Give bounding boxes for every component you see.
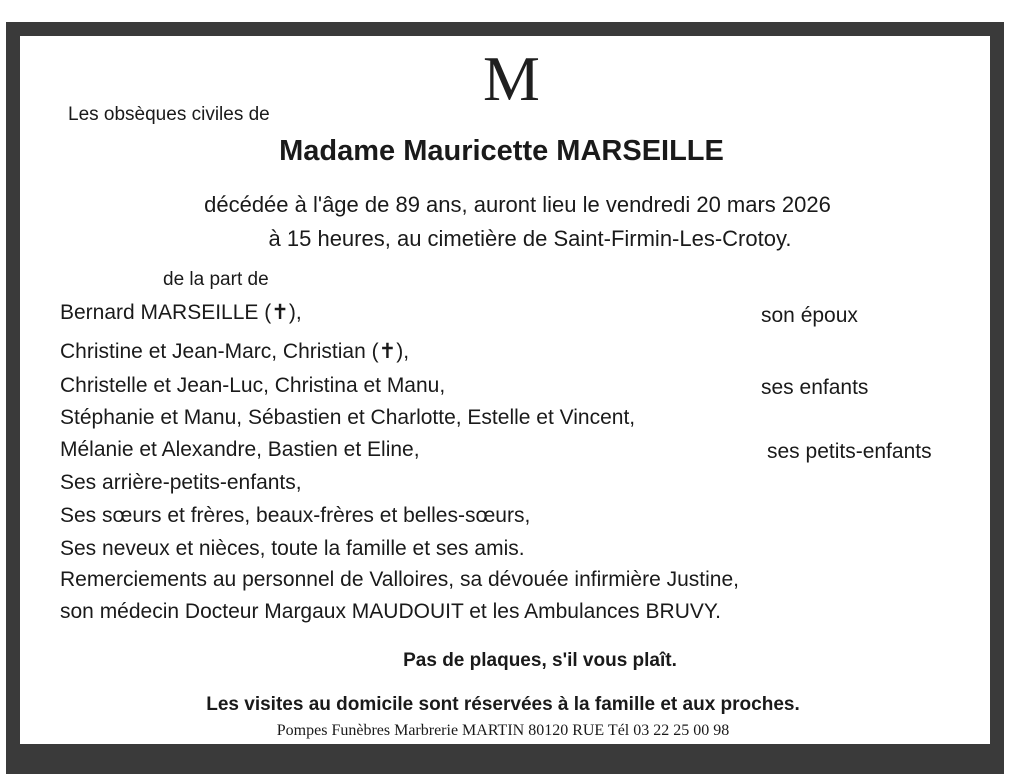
funeral-details-line1: décédée à l'âge de 89 ans, auront lieu le vendredi 20 mars 2026 [204,192,831,217]
family-line-1 [60,300,302,325]
family-line-4: Stéphanie et Manu, Sébastien et Charlotte, Estelle et Vincent, [60,406,636,429]
family-line-3: Christelle et Jean-Luc, Christina et Manu, [60,374,446,397]
relation-grandchildren: ses petits-enfants [767,440,932,463]
funeral-home-footer: Pompes Funèbres Marbrerie MARTIN 80120 RUE Tél 03 22 25 00 98 [276,722,730,739]
deceased-name: Madame Mauricette MARSEILLE [279,135,724,167]
family-line-6: Ses arrière-petits-enfants, [60,471,302,494]
family-line-9: Remerciements au personnel de Valloires, sa dévouée infirmière Justine, [60,568,739,591]
family-line-5: Mélanie et Alexandre, Bastien et Eline, [60,438,420,461]
cross-icon: ✝ [271,300,289,324]
family-line-text: Bernard MARSEILLE ( [60,301,272,324]
family-line-10: son médecin Docteur Margaux MAUDOUIT et les Ambulances BRUVY. [60,600,721,623]
relation-children: ses enfants [761,376,869,399]
intro-text: Les obsèques civiles de [68,104,270,125]
family-line-8: Ses neveux et nièces, toute la famille et ses amis. [60,537,525,560]
notice-flowers: Pas de plaques, s'il vous plaît. [403,650,677,671]
family-line-text: Christine et Jean-Marc, Christian ( [60,340,379,363]
family-line-2 [60,339,409,364]
notice-visits: Les visites au domicile sont réservées à la famille et aux proches. [206,694,800,715]
family-line-text-end: ), [396,340,410,363]
funeral-details-line2: à 15 heures, au cimetière de Saint-Firmin-Les-Crotoy. [268,226,792,251]
family-line-7: Ses sœurs et frères, beaux-frères et belles-sœurs, [60,504,531,527]
monogram: M [483,43,540,114]
from-label: de la part de [163,269,269,290]
family-line-text-end: ), [288,301,302,324]
relation-spouse: son époux [761,304,858,327]
cross-icon: ✝ [378,339,397,363]
